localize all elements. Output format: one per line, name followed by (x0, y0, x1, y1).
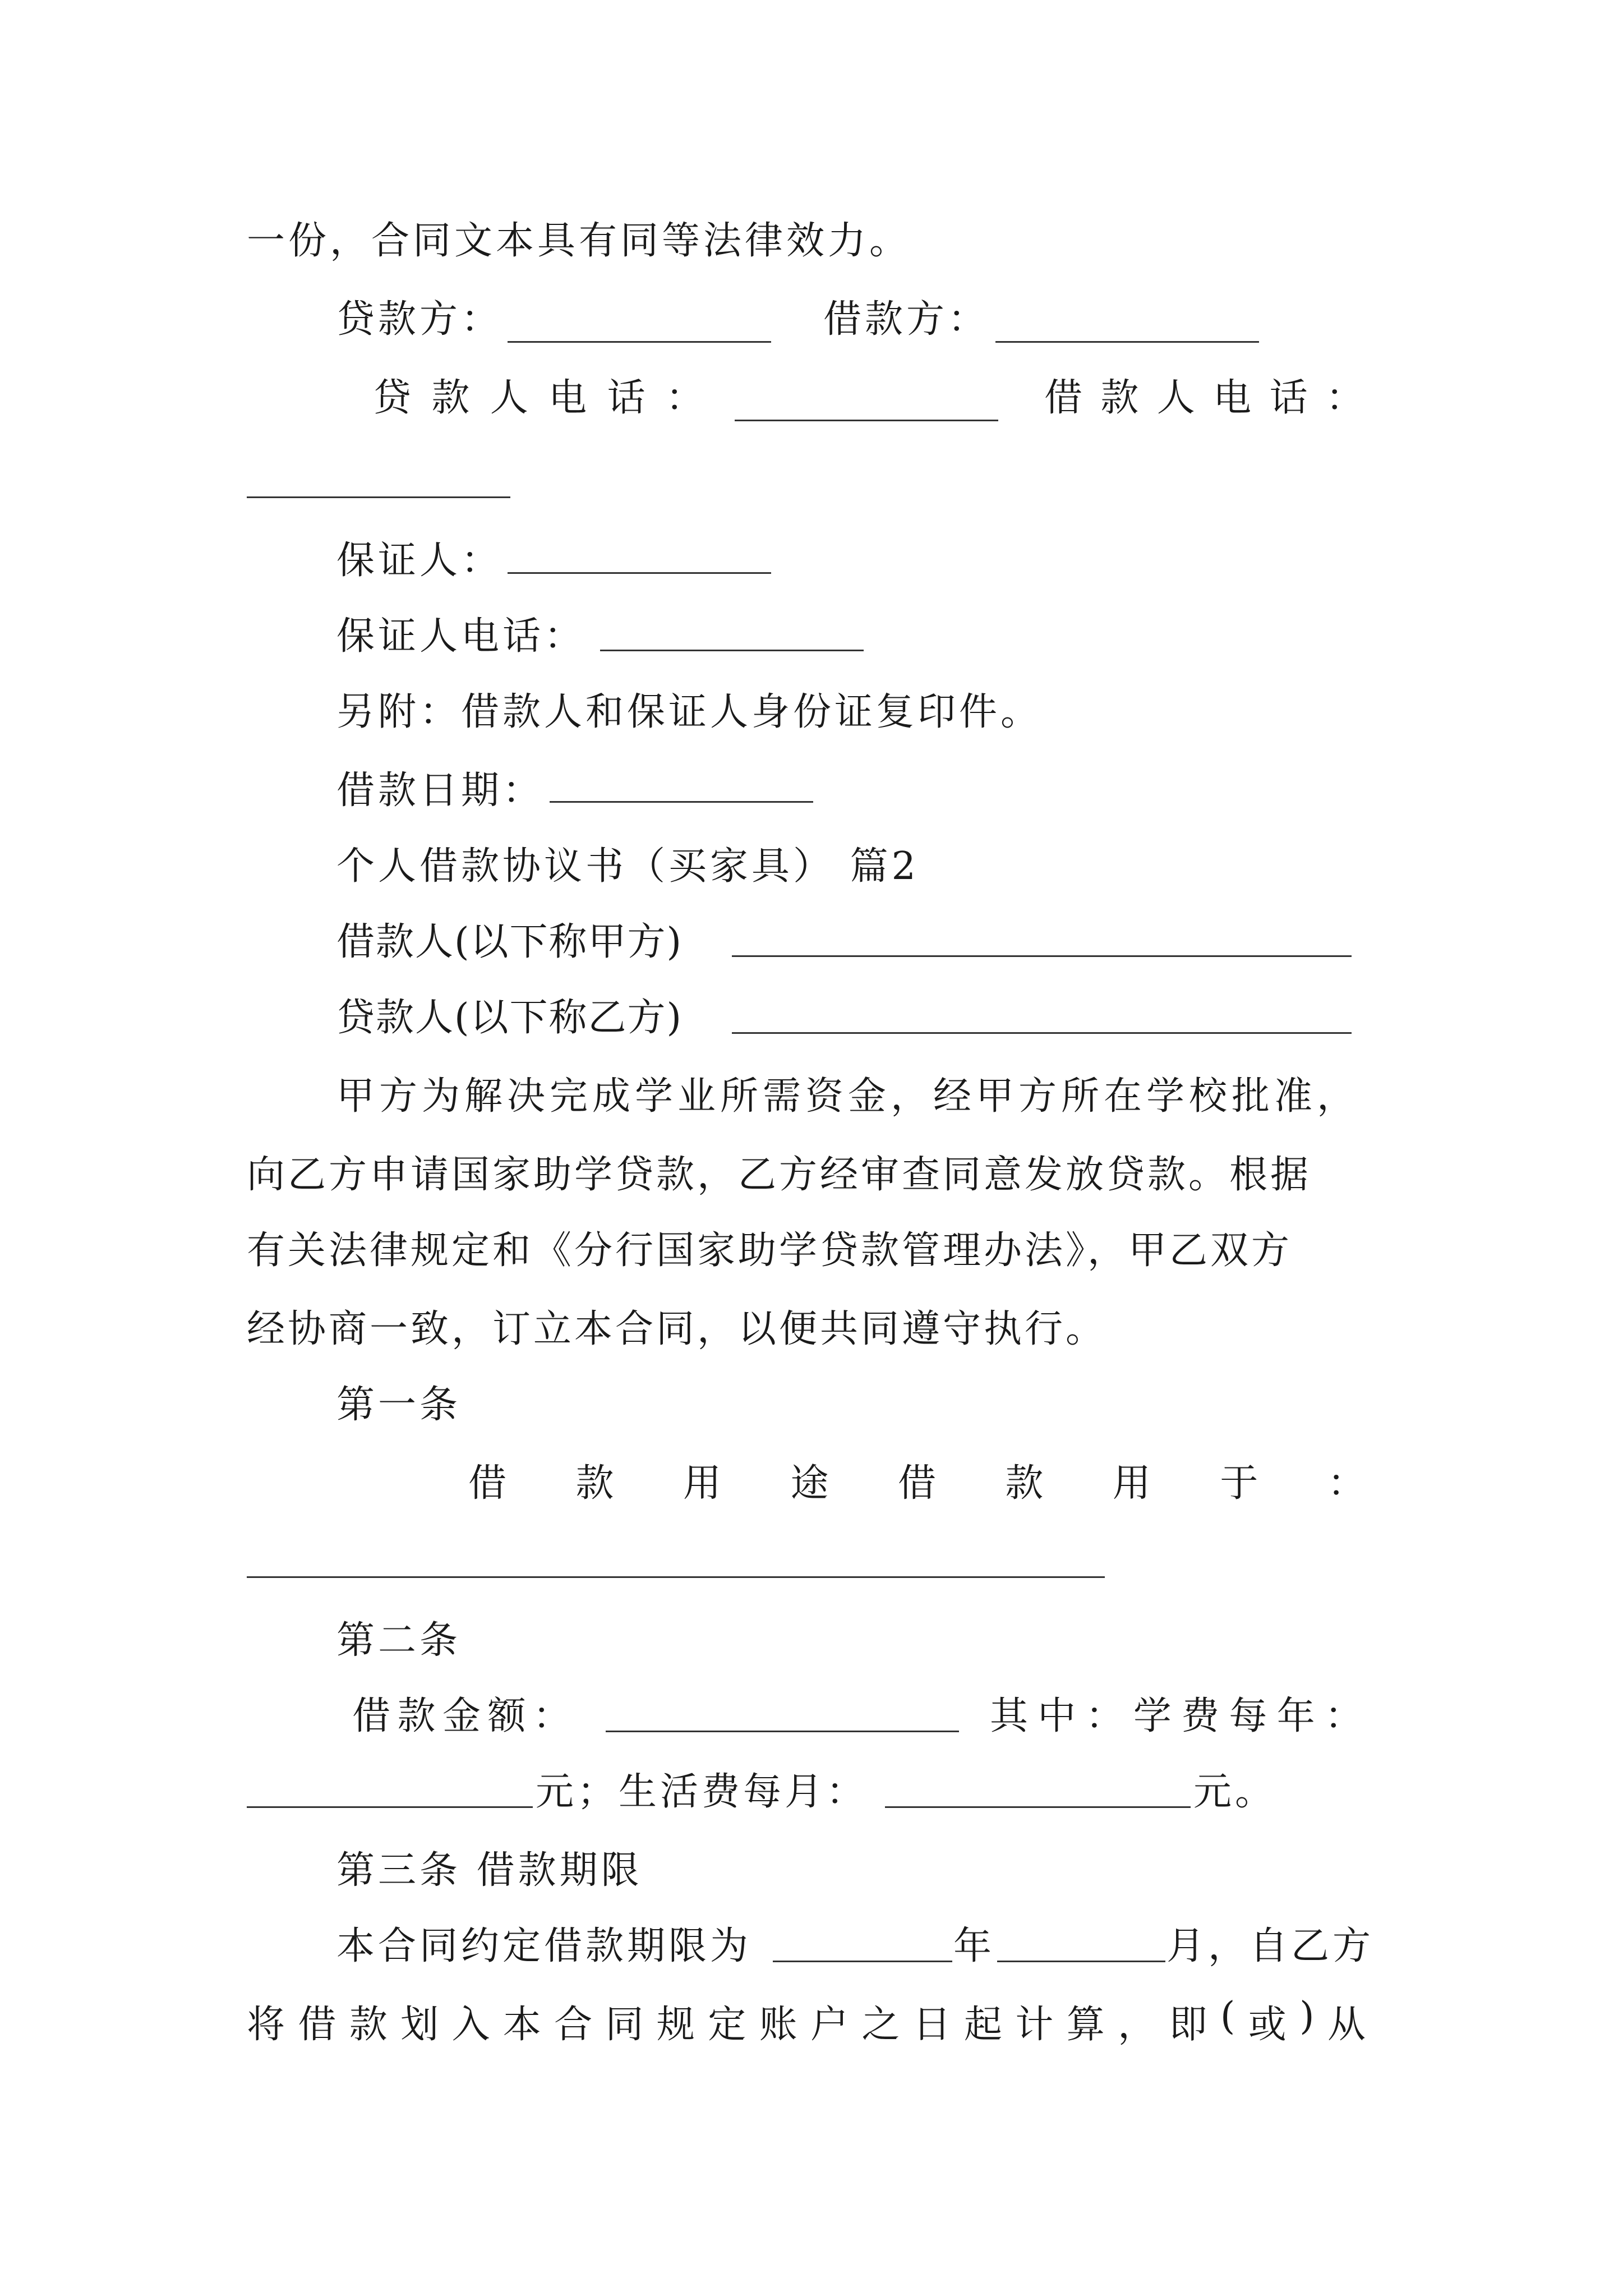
borrower-blank[interactable] (995, 341, 1259, 343)
guarantor-label: 保证人： (336, 539, 503, 583)
lender-blank[interactable] (508, 341, 771, 343)
lender-phone-blank[interactable] (735, 420, 998, 421)
tuition-label: 其 中 ： 学 费 每 年 ： (990, 1694, 1363, 1738)
paragraph-line-2: 向乙方申请国家助学贷款，乙方经审查同意发放贷款。根据 (247, 1153, 1312, 1197)
guarantor-blank[interactable] (508, 572, 771, 574)
party-a-label: 借款人(以下称甲方) (336, 920, 683, 964)
guarantor-phone-blank[interactable] (600, 650, 864, 651)
section-title: 个人借款协议书（买家具） 篇2 (336, 844, 919, 889)
party-b-label: 贷款人(以下称乙方) (336, 996, 683, 1040)
loan-date-label: 借款日期： (336, 769, 545, 813)
text-line-1: 一份，合同文本具有同等法律效力。 (247, 219, 911, 263)
borrower-label: 借款方： (823, 297, 990, 342)
guarantor-phone-label: 保证人电话： (336, 614, 586, 659)
party-a-blank[interactable] (732, 955, 1352, 957)
lender-label: 贷款方： (336, 297, 503, 342)
article-2: 第二条 (336, 1618, 462, 1663)
loan-purpose-label: 借 款 用 途 借 款 用 于 ： (468, 1461, 1366, 1506)
party-b-blank[interactable] (732, 1032, 1352, 1034)
tuition-blank[interactable] (247, 1806, 533, 1808)
loan-amount-blank[interactable] (606, 1731, 959, 1732)
borrower-phone-label: 借 款 人 电 话 ： (1044, 376, 1364, 420)
borrower-phone-blank[interactable] (247, 496, 510, 498)
loan-purpose-blank[interactable] (247, 1576, 1105, 1578)
paragraph-line-1: 甲方为解决完成学业所需资金，经甲方所在学校批准， (336, 1074, 1360, 1119)
term-years-blank[interactable] (773, 1961, 952, 1962)
lender-phone-label: 贷 款 人 电 话 ： (373, 376, 704, 420)
article-3: 第三条 借款期限 (336, 1848, 643, 1893)
last-line: 将 借 款 划 入 本 合 同 规 定 账 户 之 日 起 计 算 ， 即 ( 或 ) 从 (247, 1994, 1366, 2047)
paragraph-line-4: 经协商一致，订立本合同，以便共同遵守执行。 (247, 1307, 1107, 1351)
term-months-blank[interactable] (997, 1961, 1165, 1962)
loan-amount-label: 借 款 金 额 ： (352, 1694, 571, 1738)
living-cost-label: 元；生活费每月： (536, 1770, 868, 1814)
attachment-note: 另附：借款人和保证人身份证复印件。 (336, 690, 1043, 734)
yuan-suffix: 元。 (1193, 1770, 1277, 1814)
paragraph-line-3: 有关法律规定和《分行国家助学贷款管理办法》，甲乙双方 (247, 1228, 1293, 1273)
loan-date-blank[interactable] (550, 801, 813, 803)
term-month-unit: 月，自乙方 (1166, 1924, 1375, 1968)
living-cost-blank[interactable] (885, 1806, 1191, 1808)
article-1: 第一条 (336, 1383, 462, 1427)
term-text: 本合同约定借款期限为 (336, 1924, 752, 1968)
term-year-unit: 年 (953, 1924, 992, 1968)
